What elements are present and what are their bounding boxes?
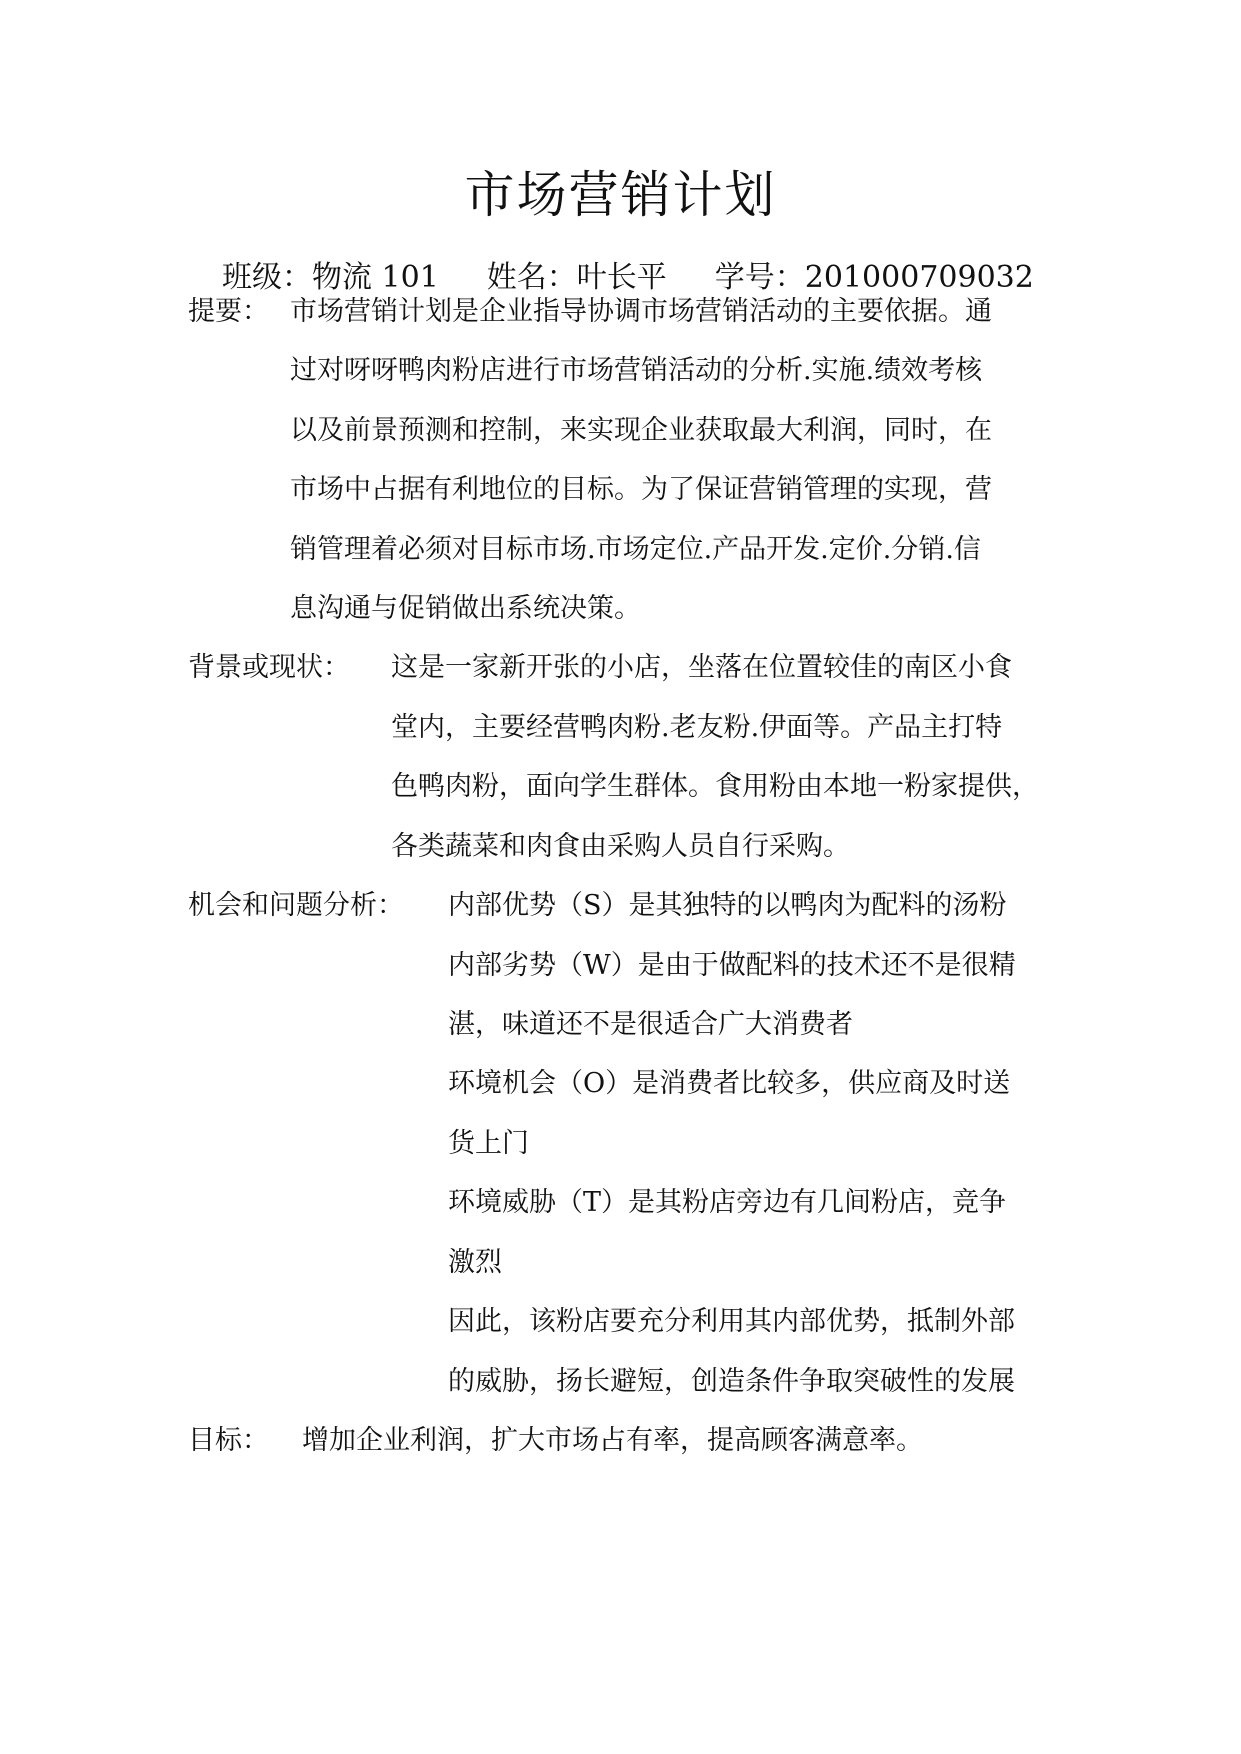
summary-line: 过对呀呀鸭肉粉店进行市场营销活动的分析.实施.绩效考核 <box>290 355 983 386</box>
document-title: 市场营销计划 <box>464 166 777 224</box>
analysis-line: 的威胁，扬长避短，创造条件争取突破性的发展 <box>448 1366 1015 1397</box>
background-label: 背景或现状： <box>188 652 350 683</box>
background-line: 各类蔬菜和肉食由采购人员自行采购。 <box>391 831 850 862</box>
analysis-line: 内部优势（S）是其独特的以鸭肉为配料的汤粉 <box>448 890 1007 921</box>
analysis-line: 因此，该粉店要充分利用其内部优势，抵制外部 <box>448 1306 1015 1337</box>
student-id-field: 学号：201000709032 <box>714 260 1034 295</box>
background-line: 这是一家新开张的小店，坐落在位置较佳的南区小食 <box>391 652 1012 683</box>
analysis-label: 机会和问题分析： <box>188 890 404 921</box>
summary-line: 市场营销计划是企业指导协调市场营销活动的主要依据。通 <box>290 296 992 327</box>
goal-label: 目标： <box>188 1425 269 1456</box>
summary-line: 销管理着必须对目标市场.市场定位.产品开发.定价.分销.信 <box>290 534 981 565</box>
summary-line: 息沟通与促销做出系统决策。 <box>290 593 641 624</box>
analysis-line: 内部劣势（W）是由于做配料的技术还不是很精 <box>448 950 1016 981</box>
summary-line: 以及前景预测和控制，来实现企业获取最大利润，同时，在 <box>290 415 992 446</box>
goal-line: 增加企业利润，扩大市场占有率，提高顾客满意率。 <box>302 1425 923 1456</box>
name-field: 姓名：叶长平 <box>486 260 667 295</box>
analysis-line: 环境机会（O）是消费者比较多，供应商及时送 <box>448 1068 1011 1099</box>
analysis-line: 湛，味道还不是很适合广大消费者 <box>448 1009 853 1040</box>
summary-line: 市场中占据有利地位的目标。为了保证营销管理的实现，营 <box>290 474 992 505</box>
background-line: 堂内，主要经营鸭肉粉.老友粉.伊面等。产品主打特 <box>391 712 1003 743</box>
analysis-line: 环境威胁（T）是其粉店旁边有几间粉店，竞争 <box>448 1187 1007 1218</box>
analysis-line: 激烈 <box>448 1247 502 1278</box>
background-line: 色鸭肉粉，面向学生群体。食用粉由本地一粉家提供， <box>391 771 1039 802</box>
analysis-line: 货上门 <box>448 1128 529 1159</box>
summary-label: 提要： <box>188 296 269 327</box>
class-field: 班级：物流 101 <box>222 260 439 295</box>
